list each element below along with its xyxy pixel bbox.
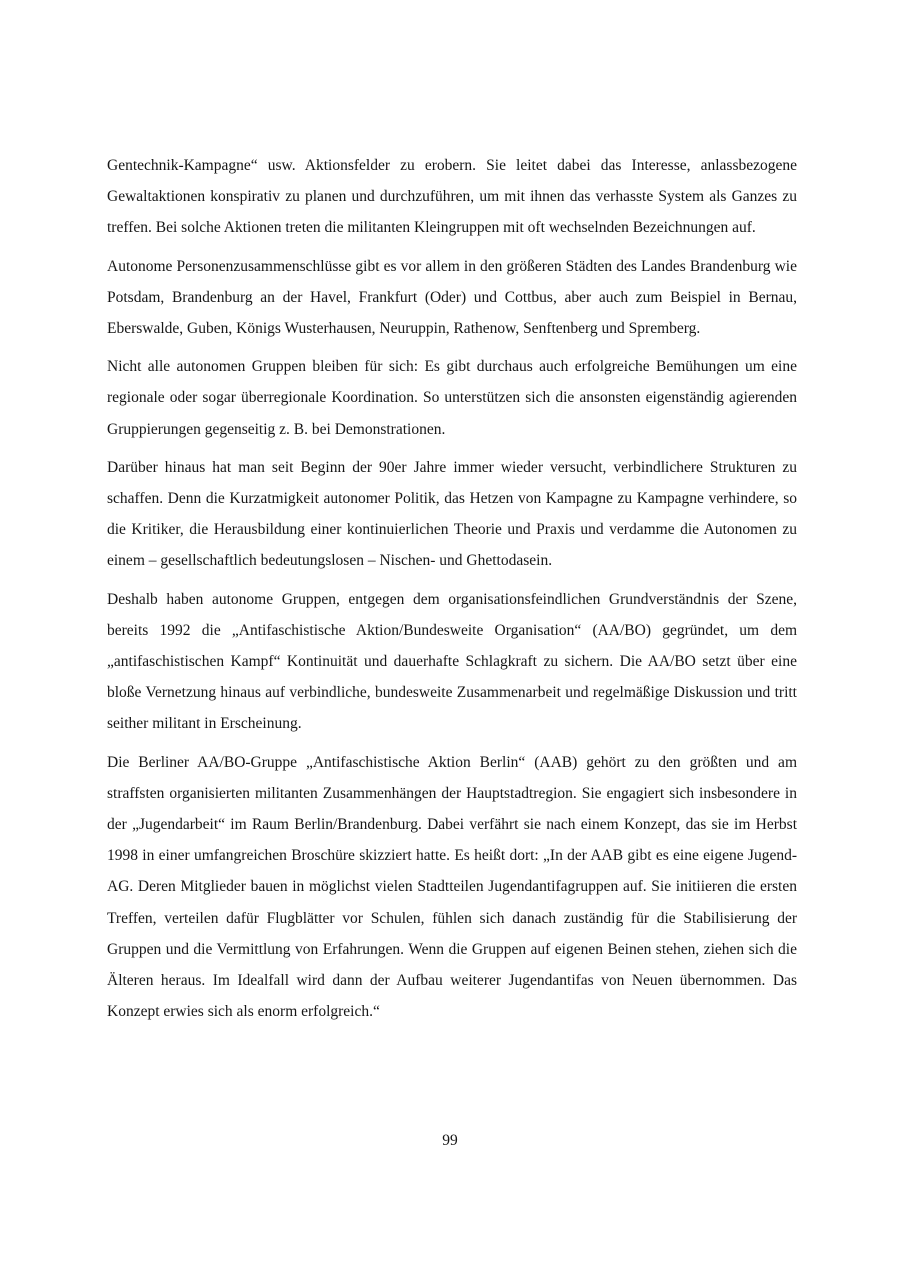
page-number: 99 [442, 1132, 458, 1149]
paragraph: Nicht alle autonomen Gruppen bleiben für sich: Es gibt durchaus auch erfolgreiche Bemühungen um eine regionale oder sogar überregionale Koordination. So unterstützen sich die ansonsten eigenständig agierenden Gruppierungen gegenseitig z. B. bei Demonstrationen. [107, 358, 797, 438]
paragraph: Autonome Personenzusammenschlüsse gibt es vor allem in den größeren Städten des Landes Brandenburg wie Potsdam, Brandenburg an der Havel, Frankfurt (Oder) und Cottbus, aber auch zum Beispiel in Bernau, Eberswalde, Guben, Königs Wusterhausen, Neuruppin, Rathenow, Senftenberg und Spremberg. [107, 257, 797, 338]
document-body [107, 150, 797, 1034]
paragraph: Darüber hinaus hat man seit Beginn der 90er Jahre immer wieder versucht, verbindlichere Strukturen zu schaffen. Denn die Kurzatmigkeit autonomer Politik, das Hetzen von Kampagne zu Kampagne verhindere, so die Kritiker, die Herausbildung einer kontinuierlichen Theorie und Praxis und verdamme die Autonomen zu einem – gesellschaftlich bedeutungslosen – Nischen- und Ghettodasein. [107, 458, 797, 570]
paragraph: Die Berliner AA/BO-Gruppe „Antifaschistische Aktion Berlin“ (AAB) gehört zu den größten und am straffsten organisierten militanten Zusammenhängen der Hauptstadtregion. Sie engagiert sich insbesondere in der „Jugendarbeit“ im Raum Berlin/Brandenburg. Dabei verfährt sie nach einem Konzept, das sie im Herbst 1998 in einer umfangreichen Broschüre skizziert hatte. Es heißt dort: „In der AAB gibt es eine eigene Jugend-AG. Deren Mitglieder bauen in möglichst vielen Stadtteilen Jugendantifagruppen auf. Sie initiieren die ersten Treffen, verteilen dafür Flugblätter vor Schulen, fühlen sich danach zuständig für die Stabilisierung der Gruppen und die Vermittlung von Erfahrungen. Wenn die Gruppen auf eigenen Beinen stehen, ziehen sich die Älteren heraus. Im Idealfall wird dann der Aufbau weiterer Jugendantifas von Neuen übernommen. Das Konzept erwies sich als enorm erfolgreich.“ [107, 753, 797, 1021]
paragraph: Gentechnik-Kampagne“ usw. Aktionsfelder zu erobern. Sie leitet dabei das Interesse, anlassbezogene Gewaltaktionen konspirativ zu planen und durchzuführen, um mit ihnen das verhasste System als Ganzes zu treffen. Bei solche Aktionen treten die militanten Kleingruppen mit oft wechselnden Bezeichnungen auf. [107, 157, 797, 237]
paragraph: Deshalb haben autonome Gruppen, entgegen dem organisationsfeindlichen Grundverständnis der Szene, bereits 1992 die „Antifaschistische Aktion/Bundesweite Organisation“ (AA/BO) gegründet, um dem „antifaschistischen Kampf“ Kontinuität und dauerhafte Schlagkraft zu sichern. Die AA/BO setzt über eine bloße Vernetzung hinaus auf verbindliche, bundesweite Zusammenarbeit und regelmäßige Diskussion und tritt seither militant in Erscheinung. [107, 590, 797, 733]
